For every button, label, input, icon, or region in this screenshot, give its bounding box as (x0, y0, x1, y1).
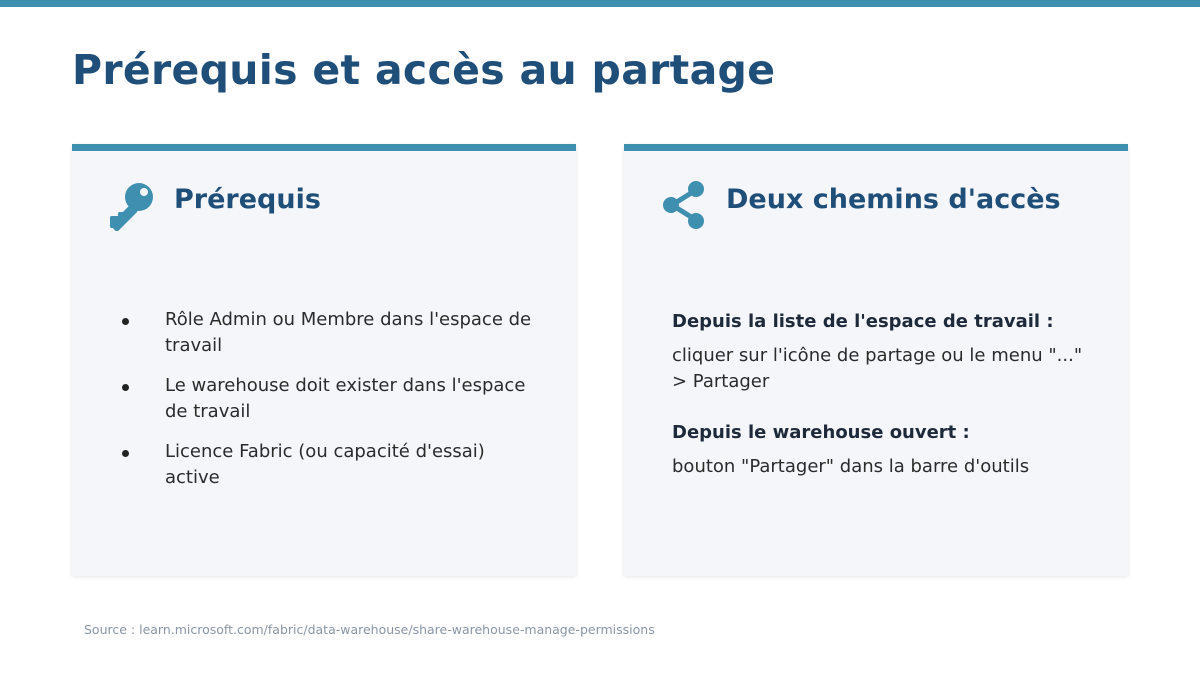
access-path-text: cliquer sur l'icône de partage ou le menu "..." > Partager (672, 345, 1083, 392)
prerequisites-title: Prérequis (174, 184, 321, 215)
list-item-text: Rôle Admin ou Membre dans l'espace de travail (165, 309, 532, 356)
access-paths-card (624, 144, 1128, 576)
list-item-text: Le warehouse doit exister dans l'espace de travail (165, 375, 526, 422)
bullet-dot (122, 318, 129, 325)
access-path-label: Depuis la liste de l'espace de travail : (672, 311, 1054, 332)
access-path-label: Depuis le warehouse ouvert : (672, 422, 970, 443)
access-paths-list (672, 309, 1092, 505)
top-accent-bar (0, 0, 1200, 7)
share-icon (660, 179, 712, 231)
list-item-text: Licence Fabric (ou capacité d'essai) active (165, 441, 485, 488)
list-item (120, 307, 540, 359)
list-item (120, 439, 540, 491)
prerequisites-list (120, 307, 540, 505)
key-icon (106, 179, 158, 231)
source-note: Source : learn.microsoft.com/fabric/data-warehouse/share-warehouse-manage-permissions (84, 622, 655, 637)
bullet-dot (122, 450, 129, 457)
bullet-dot (122, 384, 129, 391)
access-paths-title: Deux chemins d'accès (726, 184, 1061, 215)
access-path (672, 420, 1092, 480)
prerequisites-card (72, 144, 576, 576)
access-path-text: bouton "Partager" dans la barre d'outils (672, 456, 1030, 477)
access-path (672, 309, 1092, 395)
slide-title: Prérequis et accès au partage (72, 46, 776, 94)
list-item (120, 373, 540, 425)
